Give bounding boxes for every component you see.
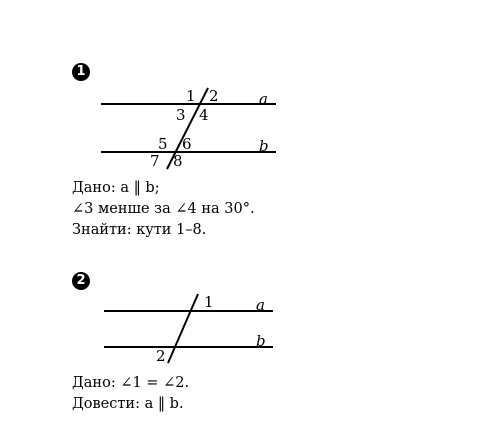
angle-label-2: 2 — [156, 347, 166, 365]
angle-label-1: 1 — [204, 293, 214, 311]
problem-2-statement — [72, 373, 189, 415]
problem-2-prove-line: Довести: a ‖ b. — [72, 396, 184, 412]
angle-label-6: 6 — [182, 135, 192, 153]
line-a-label-2: a — [256, 296, 265, 314]
angle-label-8: 8 — [173, 152, 183, 170]
figure-2 — [104, 293, 273, 365]
angle-label-3: 3 — [176, 106, 186, 124]
line-b-label-1: b — [259, 137, 269, 155]
line-a-label-1: a — [259, 90, 268, 108]
figure-1 — [101, 87, 276, 170]
problem-1-condition-line: ∠3 менше за ∠4 на 30°. — [72, 201, 255, 217]
transversal-2 — [168, 294, 198, 363]
angle-label-7: 7 — [150, 152, 160, 170]
problem-number-badge-1: 1 — [72, 63, 90, 81]
problem-1-given-line: Дано: a ‖ b; — [72, 180, 160, 196]
angle-label-1: 1 — [186, 87, 196, 105]
problem-1-find-line: Знайти: кути 1–8. — [72, 222, 207, 238]
line-b-label-2: b — [256, 332, 266, 350]
angle-label-2: 2 — [209, 87, 219, 105]
problem-1-statement — [72, 178, 255, 241]
problem-2-given-line: Дано: ∠1 = ∠2. — [72, 375, 190, 391]
angle-label-5: 5 — [158, 135, 168, 153]
angle-label-4: 4 — [199, 106, 209, 124]
problem-number-badge-2: 2 — [72, 272, 90, 290]
